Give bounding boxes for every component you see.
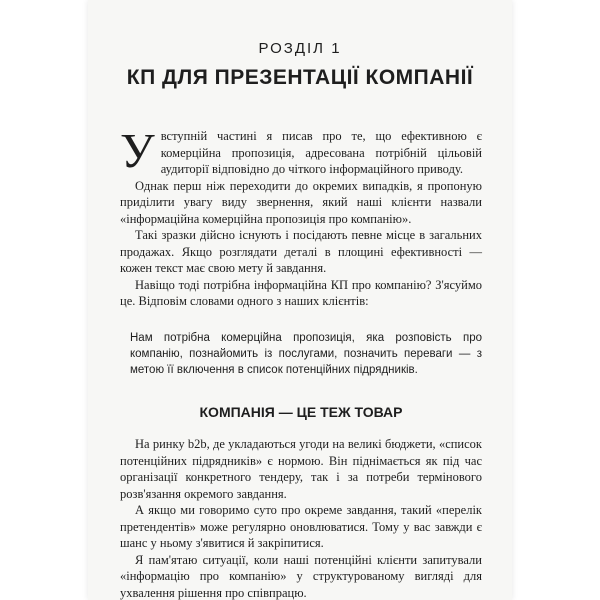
chapter-label: РОЗДІЛ 1 xyxy=(258,40,342,57)
intro-paragraph-3: Такі зразки дійсно існують і посідають певне місце в загальних продажах. Якщо розглядати деталі в площині ефективності — кожен текст має свою мету й завдання. xyxy=(120,228,482,275)
section-paragraph-1: На ринку b2b, де укладаються угоди на великі бюджети, «список потенційних підрядників» є нормою. Він піднімається як під час організації конкретного тендеру, так і за потреби термінового розв'язання окремого завдання. xyxy=(120,437,482,501)
section-paragraph-2: А якщо ми говоримо суто про окреме завдання, такий «перелік претендентів» може регулярно оновлюватися. Тому у вас завжди є шанс у ньому з'явитися й закріпитися. xyxy=(120,503,482,550)
page-body xyxy=(120,123,482,600)
intro-paragraph-1-text: вступній частині я писав про те, що ефективною є комерційна пропозиція, адресована потрібній цільовій аудиторії відповідно до чіткого інформаційного приводу. xyxy=(160,129,482,176)
drop-cap: У xyxy=(120,123,155,178)
book-page xyxy=(88,0,512,600)
intro-paragraph-4: Навіщо тоді потрібна інформаційна КП про компанію? З'ясуймо це. Відповім словами одного з наших клієнтів: xyxy=(120,277,482,308)
intro-paragraph-1 xyxy=(120,123,482,178)
intro-paragraph-2: Однак перш ніж переходити до окремих випадків, я пропоную приділити увагу виду звернення, який наші клієнти назвали «інформаційна комерційна пропозиція про компанію». xyxy=(120,178,482,226)
chapter-title: КП ДЛЯ ПРЕЗЕНТАЦІЇ КОМПАНІЇ xyxy=(126,66,474,89)
section-paragraph-3: Я пам'ятаю ситуації, коли наші потенційні клієнти запитували «інформацію про компанію» у структурованому вигляді для ухвалення рішення про співпрацю. xyxy=(120,552,482,600)
section-heading: КОМПАНІЯ — ЦЕ ТЕЖ ТОВАР xyxy=(199,403,403,420)
client-quote: Нам потрібна комерційна пропозиція, яка розповість про компанію, познайомить із послугами, позначить переваги — з метою її включення в список потенційних підрядників. xyxy=(130,331,482,376)
